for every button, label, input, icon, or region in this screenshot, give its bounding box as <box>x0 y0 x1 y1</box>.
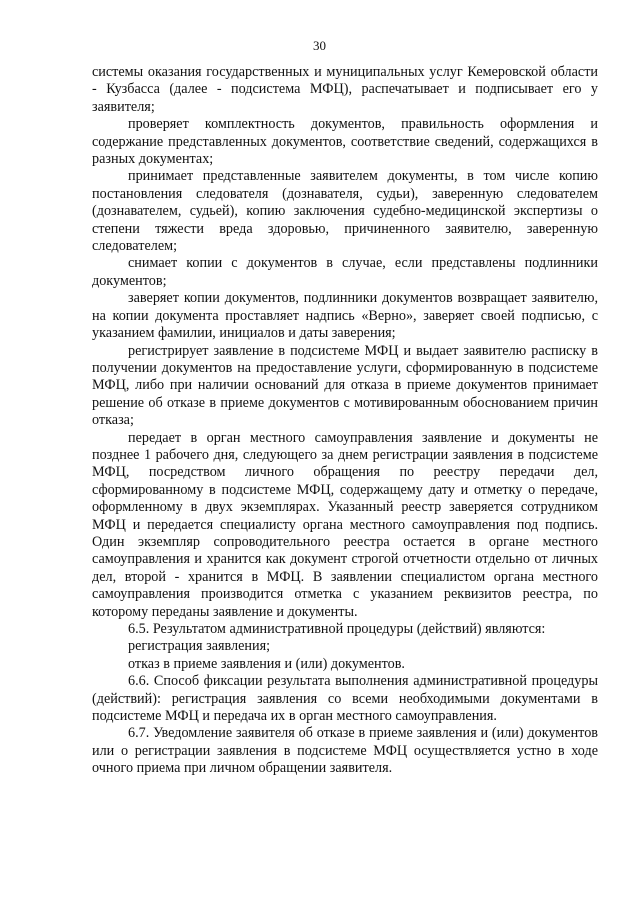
paragraph-check-completeness: проверяет комплектность документов, правильность оформления и содержание представленных документов, соответствие сведений, содержащихся в разных документах; <box>92 116 598 168</box>
paragraph-section-6-6: 6.6. Способ фиксации результата выполнения административной процедуры (действий): регистрация заявления со всеми необходимыми документами в подсистеме МФЦ и передача их в орган местного самоуправления. <box>92 673 598 725</box>
paragraph-transfer-documents: передает в орган местного самоуправления заявление и документы не позднее 1 рабочего дня, следующего за днем регистрации заявления в подсистеме МФЦ, посредством личного обращения по реестру передачи дел, сформированному в подсистеме МФЦ, содержащему дату и отметку о передаче, оформленному в двух экземплярах. Указанный реестр заверяется сотрудником МФЦ и передается специалисту органа местного самоуправления под подпись. Один экземпляр сопроводительного реестра остается в органе местного самоуправления и хранится как документ строгой отчетности отдельно от личных дел, второй - хранится в МФЦ. В заявлении специалистом органа местного самоуправления производится отметка с указанием реквизитов реестра, по которому переданы заявление и документы. <box>92 429 598 620</box>
paragraph-make-copies: снимает копии с документов в случае, если представлены подлинники документов; <box>92 255 598 289</box>
paragraph-accept-documents: принимает представленные заявителем документы, в том числе копию постановления следователя (дознавателя, судьи), заверенную следователем (дознавателем, судьей), копию заключения судебно-медицинской экспертизы о степени тяжести вреда здоровью, причиненного заявителю, заверенную следователем; <box>92 168 598 255</box>
paragraph-certify-copies: заверяет копии документов, подлинники документов возвращает заявителю, на копии документа проставляет надпись «Верно», заверяет своей подписью, с указанием фамилии, инициалов и даты заверения; <box>92 290 598 342</box>
page-number: 30 <box>313 38 326 53</box>
document-body <box>92 64 598 778</box>
paragraph-result-refusal: отказ в приеме заявления и (или) документов. <box>128 655 405 672</box>
paragraph-result-registration: регистрация заявления; <box>128 638 271 655</box>
paragraph-section-6-5: 6.5. Результатом административной процедуры (действий) являются: <box>128 621 546 637</box>
paragraph-register-application: регистрирует заявление в подсистеме МФЦ и выдает заявителю расписку в получении документов на предоставление услуги, сформированную в подсистеме МФЦ, либо при наличии оснований для отказа в приеме документов принимает решение об отказе в приеме документов с мотивированным обоснованием причин отказа; <box>92 342 598 429</box>
paragraph-continuation: системы оказания государственных и муниципальных услуг Кемеровской области - Кузбасса (далее - подсистема МФЦ), распечатывает и подписывает его у заявителя; <box>92 64 598 115</box>
paragraph-section-6-7: 6.7. Уведомление заявителя об отказе в приеме заявления и (или) документов или о регистрации заявления в подсистеме МФЦ осуществляется устно в ходе очного приема при личном обращении заявителя. <box>92 725 598 777</box>
